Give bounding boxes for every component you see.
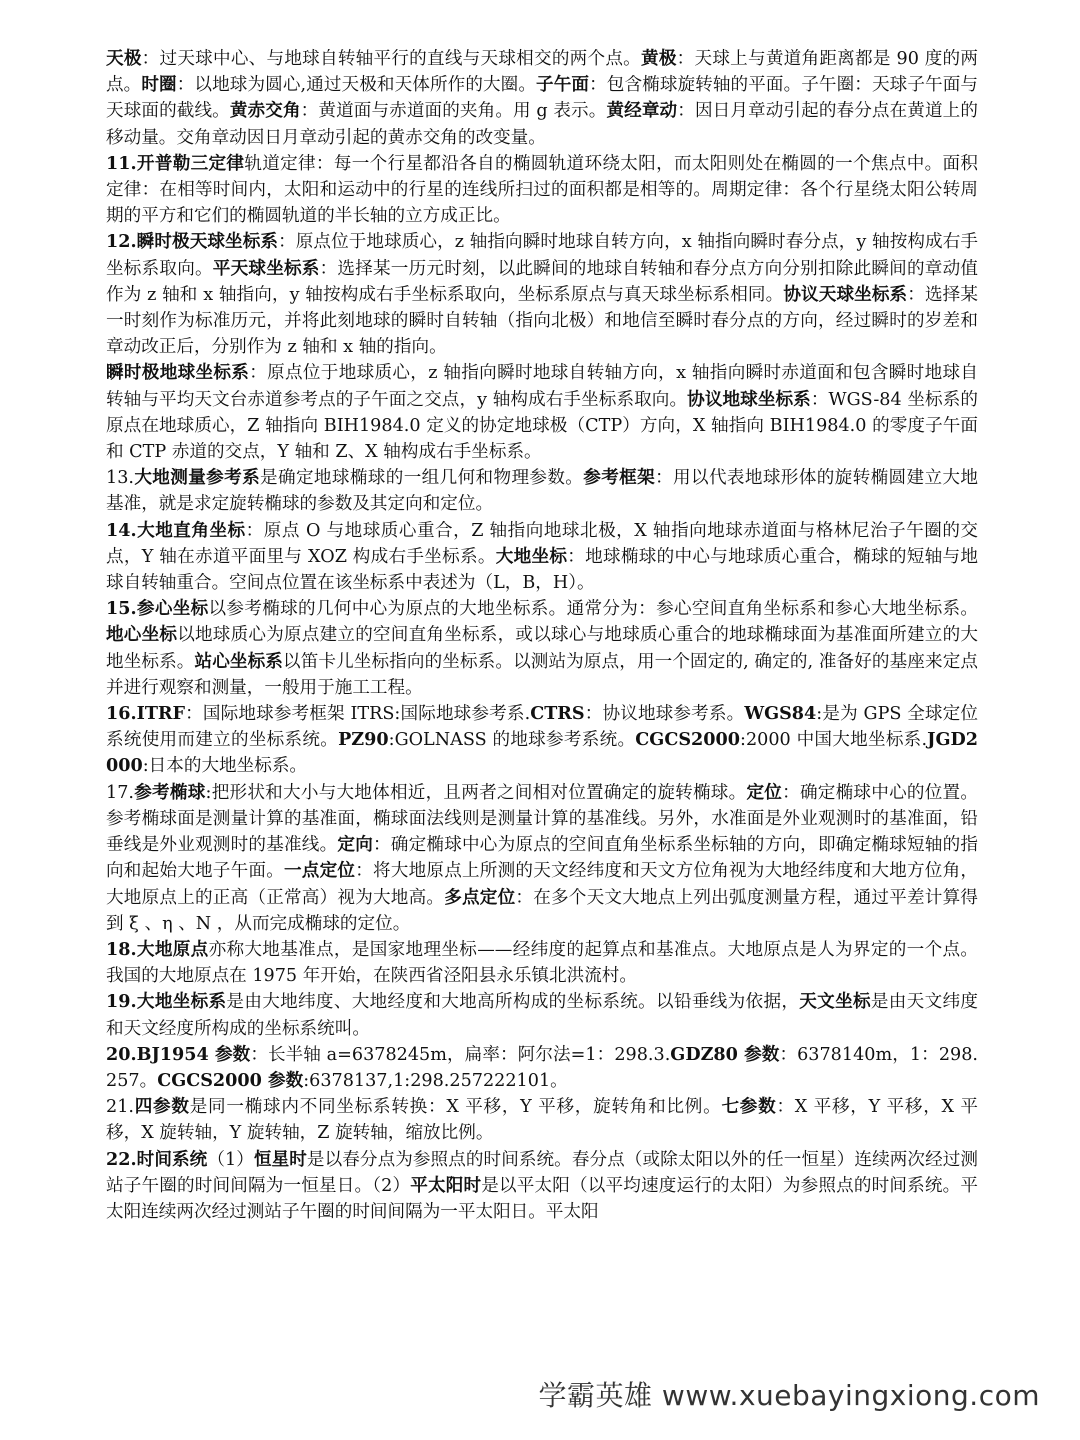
text-run: 是由天文纬度和天文经度所构成的坐标系统叫。 (106, 992, 978, 1039)
text-run: ：天球上与黄道角距离都是 90 度的两点。 (106, 49, 978, 96)
text-run: 是以春分点为参照点的时间系统。春分点（或除太阳以外的任一恒星）连续两次经过测站子午圈的时间间隔为一恒星日。（2） (106, 1149, 978, 1196)
paragraph (106, 465, 978, 517)
text-run: ：将大地原点上所测的天文经纬度和天文方位角视为大地经纬度和大地方位角，大地原点上的正高（正常高）视为大地高。 (106, 861, 978, 908)
paragraph (106, 780, 978, 937)
paragraph (106, 1042, 978, 1094)
text-run: ：以地球为圆心,通过天极和天体所作的大圈。 (176, 75, 537, 96)
term-label: CTRS (530, 703, 585, 725)
term-label: 22.时间系统 (106, 1148, 208, 1170)
text-run: 轨道定律：每一个行星都沿各自的椭圆轨道环绕太阳，而太阳则处在椭圆的一个焦点中。面积定律：在相等时间内，太阳和运动中的行星的连线所扫过的面积都是相等的。周期定律：各个行星绕太阳公转周期的平方和它们的椭圆轨道的半长轴的立方成正比。 (106, 153, 978, 227)
term-label: 四参数 (133, 1096, 190, 1118)
term-label: 19.大地坐标系 (106, 991, 227, 1013)
term-label: 参考椭球 (133, 781, 206, 803)
term-label: 18.大地原点 (106, 938, 209, 960)
text-run: ：用以代表地球形体的旋转椭圆建立大地基准，就是求定旋转椭球的参数及其定向和定位。 (106, 468, 978, 515)
paragraph (106, 1094, 978, 1146)
term-label: 参考框架 (583, 467, 656, 489)
term-label: 15.参心坐标 (106, 598, 209, 620)
text-run: :把形状和大小与大地体相近，且两者之间相对位置确定的旋转椭球。 (205, 782, 747, 803)
text-run: 亦称大地基准点，是国家地理坐标——经纬度的起算点和基准点。大地原点是人为界定的一个点。我国的大地原点在 1975 年开始，在陕西省泾阳县永乐镇北洪流村。 (106, 939, 978, 987)
term-label: 20.BJ1954 参数 (106, 1043, 251, 1065)
watermark: 学霸英雄 www.xuebayingxiong.com (538, 1379, 1040, 1412)
text-run: ：原点 O 与地球质心重合，Z 轴指向地球北极，X 轴指向地球赤道面与格林尼治子午圈的交点，Y 轴在赤道平面里与 XOZ 构成右手坐标系。 (106, 520, 978, 567)
text-run: 是同一椭球内不同坐标系转换：X 平移，Y 平移，旋转角和比例。 (189, 1097, 722, 1118)
text-run: 以地球质心为原点建立的空间直角坐标系，或以球心与地球质心重合的地球椭球面为基准面所建立的大地坐标系。 (106, 625, 978, 672)
term-label: 恒星时 (253, 1148, 307, 1170)
paragraph (106, 229, 978, 360)
term-label: 平太阳时 (410, 1174, 482, 1196)
paragraph (106, 937, 978, 989)
term-label: WGS84 (744, 703, 817, 725)
text-run: ：选择某一时刻作为标准历元，并将此刻地球的瞬时自转轴（指向北极）和地信至瞬时春分点的方向，经过瞬时的岁差和章动改正后，分别作为 z 轴和 x 轴的指向。 (106, 284, 978, 358)
term-label: 16.ITRF (106, 703, 186, 725)
text-run: ：协议地球参考系。 (584, 704, 745, 725)
text-run: ：过天球中心、与地球自转轴平行的直线与天球相交的两个点。 (141, 49, 641, 69)
term-label: 定位 (746, 781, 783, 803)
term-label: PZ90 (338, 729, 389, 751)
text-run: :GOLNASS 的地球参考系统。 (388, 730, 636, 751)
paragraph (106, 989, 978, 1041)
term-label: 一点定位 (284, 860, 356, 882)
text-run: ：地球椭球的中心与地球质心重合，椭球的短轴与地球自转轴重合。空间点位置在该坐标系中表述为（L，B，H）。 (106, 546, 978, 594)
term-label: 11.开普勒三定律 (106, 152, 245, 174)
text-run: ：因日月章动引起的春分点在黄道上的移动量。交角章动因日月章动引起的黄赤交角的改变量。 (106, 101, 978, 148)
term-label: 瞬时极地球坐标系 (106, 362, 250, 384)
term-label: 平天球坐标系 (212, 257, 320, 279)
text-run: ：确定椭球中心的位置。参考椭球面是测量计算的基准面，椭球面法线则是测量计算的基准线。另外，水准面是外业观测时的基准面，铅垂线是外业观测时的基准线。 (106, 782, 978, 856)
text-run: 以笛卡儿坐标指向的坐标系。以测站为原点，用一个固定的, 确定的, 准备好的基座来定点并进行观察和测量，一般用于施工工程。 (106, 651, 978, 698)
text-run: （1） (207, 1149, 254, 1170)
term-label: 12.瞬时极天球坐标系 (106, 231, 279, 253)
text-run: 以参考椭球的几何中心为原点的大地坐标系。通常分为：参心空间直角坐标系和参心大地坐标系。 (208, 599, 978, 620)
term-label: 协议地球坐标系 (687, 388, 811, 410)
term-label: 定向 (337, 834, 373, 856)
text-run: ：X 平移，Y 平移，X 平移，X 旋转轴，Y 旋转轴，Z 旋转轴，缩放比例。 (106, 1097, 978, 1144)
text-run: :日本的大地坐标系。 (142, 756, 308, 777)
text-run: 是确定地球椭球的一组几何和物理参数。 (260, 468, 584, 489)
term-label: CGCS2000 参数 (157, 1069, 304, 1091)
term-label: 地心坐标 (106, 624, 178, 646)
text-run: ：包含椭球旋转轴的平面。子午圈：天球子午面与天球面的截线。 (106, 75, 978, 122)
term-label: GDZ80 参数 (670, 1043, 780, 1065)
text-run: ：WGS-84 坐标系的原点在地球质心，Z 轴指向 BIH1984.0 定义的协定地球极（CTP）方向，X 轴指向 BIH1984.0 的零度子午面和 CTP 赤道的交点，Y 轴和 Z、X 轴构成右手坐标系。 (106, 389, 978, 463)
text-run: ：确定椭球中心为原点的空间直角坐标系坐标轴的方向，即确定椭球短轴的指向和起始大地子午面。 (106, 835, 978, 882)
term-label: 大地坐标 (495, 545, 568, 567)
paragraph (106, 596, 978, 701)
term-label: 子午面 (536, 74, 590, 96)
text-run: :6378137,1:298.257222101。 (303, 1070, 568, 1091)
text-run: 17. (106, 782, 134, 803)
term-label: 协议天球坐标系 (783, 283, 908, 305)
paragraph (106, 518, 978, 597)
text-run: ：在多个天文大地点上列出弧度测量方程，通过平差计算得到 ξ 、η 、N ，从而完成椭球的定位。 (106, 887, 978, 934)
text-run: ：原点位于地球质心，z 轴指向瞬时地球自转方向，x 轴指向瞬时春分点，y 轴按构成右手坐标系取向。 (106, 232, 978, 279)
term-label: 七参数 (721, 1096, 777, 1118)
paragraph (106, 151, 978, 230)
text-run: :是为 GPS 全球定位系统使用而建立的坐标系统。 (106, 704, 978, 751)
text-run: 13. (106, 468, 134, 489)
text-run: ：选择某一历元时刻，以此瞬间的地球自转轴和春分点方向分别扣除此瞬间的章动值作为 z 轴和 x 轴指向，y 轴按构成右手坐标系取向，坐标系原点与真天球坐标系相同。 (106, 258, 978, 305)
text-run: ：黄道面与赤道面的夹角。用 g 表示。 (300, 101, 607, 122)
text-run: ：6378140m，1：298.257。 (106, 1044, 978, 1091)
text-run: 是由大地纬度、大地经度和大地高所构成的坐标系统。以铅垂线为依据， (226, 992, 800, 1013)
term-label: 黄极 (641, 48, 677, 69)
term-label: 站心坐标系 (194, 650, 283, 672)
paragraph (106, 360, 978, 465)
term-label: 14.大地直角坐标 (106, 519, 246, 541)
term-label: 大地测量参考系 (133, 467, 261, 489)
term-label: 黄经章动 (606, 100, 678, 122)
paragraph (106, 701, 978, 780)
text-run: ：原点位于地球质心，z 轴指向瞬时地球自转轴方向，x 轴指向瞬时赤道面和包含瞬时地球自转轴与平均天文台赤道参考点的子午面之交点，y 轴构成右手坐标系取向。 (106, 363, 978, 410)
text-run: ：国际地球参考框架 ITRS:国际地球参考系. (185, 704, 531, 725)
term-label: 多点定位 (444, 886, 516, 908)
term-label: 天极 (106, 48, 142, 69)
paragraph (106, 1147, 978, 1226)
term-label: JGD2000 (106, 729, 978, 777)
term-label: 时圈 (141, 74, 177, 96)
text-run: ：长半轴 a=6378245m，扁率：阿尔法=1：298.3. (250, 1044, 671, 1065)
term-label: 天文坐标 (799, 991, 871, 1013)
text-run: 21. (106, 1097, 134, 1118)
term-label: 黄赤交角 (229, 100, 301, 122)
text-run: 是以平太阳（以平均速度运行的太阳）为参照点的时间系统。平太阳连续两次经过测站子午圈的时间间隔为一平太阳日。平太阳 (106, 1175, 978, 1222)
paragraph (106, 46, 978, 151)
term-label: CGCS2000 (635, 729, 741, 751)
text-run: :2000 中国大地坐标系. (740, 730, 928, 751)
document-body (106, 46, 978, 1225)
